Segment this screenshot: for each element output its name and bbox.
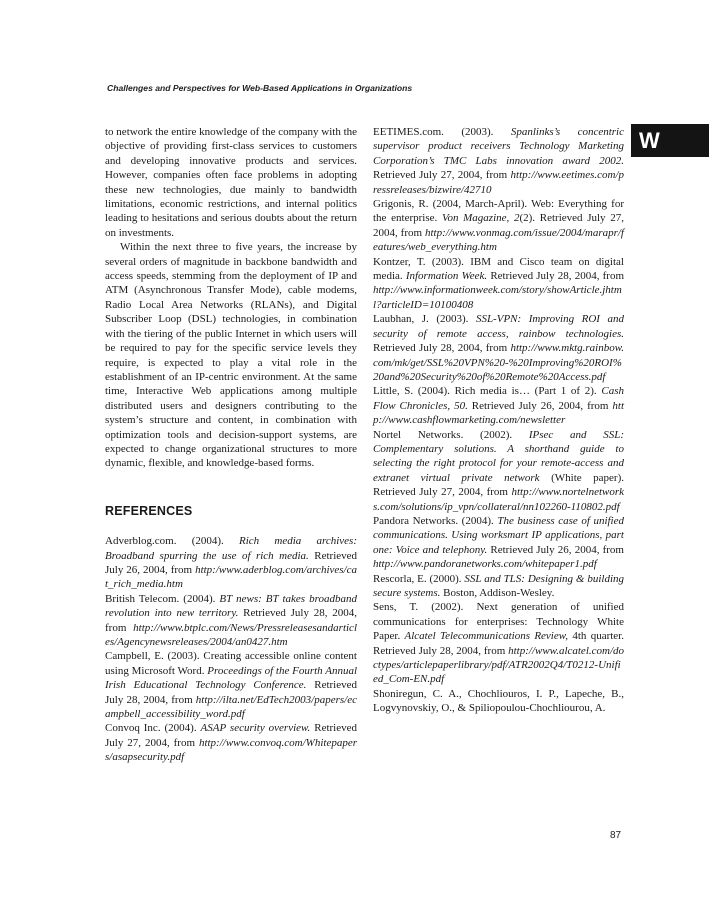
ref-author: Shoniregun, C. A., Chochliouros, I. P., Lapeche, B., Logvynovskiy, O., & Spiliopoulou-Chochliourou, A. [373, 687, 624, 715]
ref-author: British Telecom. (2004). [105, 592, 216, 605]
ref-retrieved: Retrieved July 26, 2004, from [490, 543, 624, 556]
ref-title: SSL and TLS: Designing & building secure systems. [373, 572, 625, 599]
reference-item [373, 312, 624, 384]
ref-author: Adverblog.com. (2004). [105, 535, 224, 548]
ref-edition: 4th quarter. Retrieved July 28, 2004, from [373, 630, 624, 657]
ref-author: Grigonis, R. (2004, March-April). Web: Everything for the enterprise. [373, 198, 624, 225]
ref-url[interactable]: http://www.btplc.com/News/Pressreleasesandarticles/Agencynewsreleases/2004/an0427.htm [105, 621, 357, 648]
reference-item [373, 600, 624, 686]
reference-item [105, 534, 357, 592]
ref-title: IPsec and SSL: Complementary solutions. A shorthand guide to selecting the right protocol for your remote-access and extranet virtual private network [373, 428, 624, 484]
references-heading: REFERENCES [105, 503, 193, 518]
body-paragraph: to network the entire knowledge of the company with the objective of providing first-class services to customers and developing innovative products and services. However, companies often face problems in adopting these new technologies, due mainly to bandwidth limitations, economic restrictions, and internal politics leading to hesitations and serious doubts about the return on investments. [105, 126, 358, 239]
ref-publisher: Boston, Addison-Wesley. [443, 587, 555, 599]
ref-retrieved: Retrieved July 28, 2004, from [373, 342, 508, 355]
ref-retrieved: Retrieved July 27, 2004, from [373, 169, 508, 182]
reference-item [373, 428, 624, 514]
ref-retrieved: Retrieved July 27, 2004, from [373, 212, 625, 239]
ref-url[interactable]: http://www.mktg.rainbow.com/mk/get/SSL%20VPN%20-%20Improving%20ROI%20and%20Security%20of%20Remote%20Access.pdf [373, 342, 625, 383]
reference-item [105, 592, 357, 650]
ref-author: Sens, T. (2002). Next generation of unified communications for enterprises: Technology White Paper. [373, 601, 624, 643]
ref-url[interactable]: http:/www.aderblog.com/archives/cat_rich_media.htm [105, 563, 357, 591]
ref-retrieved: Retrieved July 28, 2004, from [105, 607, 357, 634]
body-paragraph: Within the next three to five years, the increase by several orders of magnitude in backbone bandwidth and access speeds, stemming from the deployment of IP and ATM (Asynchronous Transfer Mode), cable modems, Radio Local Area Networks (RLANs), and Digital Subscriber Loop (DSL) technologies, in combination with the tiering of the public Internet in which users will be required to pay for the specific service levels they require, is expected to play a vital role in the establishment of an IP-centric environment. At the same time, Interactive Web applications among multiple distributed users and designers contributing to the system’s structure and content, in combination with optimization tools and decision-support systems, are expected to change organizational structures to more dynamic, flexible, and knowledge-based forms. [105, 241, 357, 470]
ref-author: Campbell, E. (2003). Creating accessible online content using Microsoft Word. [105, 650, 357, 677]
ref-title: SSL-VPN: Improving ROI and security of remote access, rainbow technologies. [373, 313, 624, 340]
ref-url[interactable]: http://www.vonmag.com/issue/2004/marapr/features/web_everything.htm [373, 226, 624, 254]
ref-author: Convoq Inc. (2004). [105, 722, 197, 735]
ref-title: BT news: BT takes broadband revolution into new territory. [105, 592, 357, 620]
ref-title: Information Week. [405, 270, 488, 283]
ref-title: The business case of unified communications. Using worksmart IP applications, part one: Voice and telephony. [373, 514, 624, 556]
ref-url[interactable]: http://www.cashflowmarketing.com/newsletter [373, 399, 625, 427]
ref-retrieved: Retrieved July 26, 2004, from [105, 549, 358, 576]
ref-title: Rich media archives: Broadband spurring the use of rich media. [105, 535, 357, 562]
reference-item [373, 572, 624, 601]
ref-title: Von Magazine, 2 [441, 212, 520, 225]
ref-issue: (2). [519, 212, 536, 225]
ref-url[interactable]: http://www.pandoranetworks.com/whitepaper1.pdf [373, 558, 597, 571]
section-tab: W [631, 124, 709, 157]
ref-title: ASAP security overview. [200, 722, 311, 735]
ref-retrieved: Retrieved July 27, 2004, from [105, 722, 357, 749]
ref-author: Rescorla, E. (2000). [373, 572, 462, 585]
ref-url[interactable]: http://www.informationweek.com/story/showArticle.jhtml?articleID=10100408 [373, 284, 622, 311]
ref-author: Pandora Networks. (2004). [373, 514, 494, 527]
ref-url[interactable]: http://www.nortelnetworks.com/solutions/ip_vpn/collateral/nn102260-110802.pdf [373, 486, 625, 513]
ref-title: Alcatel Telecommunications Review, [404, 630, 569, 643]
ref-retrieved: Retrieved July 28, 2004, from [105, 679, 357, 706]
ref-url[interactable]: http://www.convoq.com/Whitepapers/asapsecurity.pdf [105, 736, 357, 764]
ref-url[interactable]: http://ilta.net/EdTech2003/papers/ecampbell_accessibility_word.pdf [105, 693, 357, 721]
reference-item [373, 125, 624, 197]
ref-retrieved: Retrieved July 28, 2004, from [490, 270, 625, 283]
reference-item [373, 687, 624, 716]
reference-item [105, 721, 357, 764]
ref-author: Little, S. (2004). Rich media is… (Part 1 of 2). [373, 385, 597, 398]
right-column [373, 125, 624, 716]
left-column [105, 125, 357, 765]
page-number: 87 [610, 830, 622, 841]
ref-note: (White paper). Retrieved July 27, 2004, from [373, 471, 625, 499]
ref-author: Laubhan, J. (2003). [373, 313, 469, 326]
ref-retrieved: Retrieved July 26, 2004, from [471, 399, 609, 412]
reference-item [373, 197, 624, 255]
running-head: Challenges and Perspectives for Web-Based Applications in Organizations [107, 83, 413, 93]
ref-title: Cash Flow Chronicles, 50. [373, 385, 625, 412]
ref-title: Proceedings of the Fourth Annual Irish Educational Technology Conference. [105, 664, 357, 692]
reference-item [105, 649, 357, 721]
ref-author: Nortel Networks. (2002). [373, 428, 513, 441]
ref-author: EETIMES.com. (2003). [373, 126, 494, 138]
reference-item [373, 514, 624, 572]
ref-url[interactable]: http://www.eetimes.com/pressreleases/bizwire/42710 [373, 169, 624, 196]
reference-item [373, 255, 624, 313]
ref-url[interactable]: http://www.alcatel.com/doctypes/articlepaperlibrary/pdf/ATR2002Q4/T0212-Unified_Com-EN.pdf [373, 644, 625, 686]
reference-item [373, 384, 624, 427]
ref-author: Kontzer, T. (2003). IBM and Cisco team on digital media. [373, 255, 624, 283]
ref-title: Spanlinks’s concentric supervisor product receivers Technology Marketing Corporation’s TMC Labs innovation award 2002. [373, 126, 624, 167]
